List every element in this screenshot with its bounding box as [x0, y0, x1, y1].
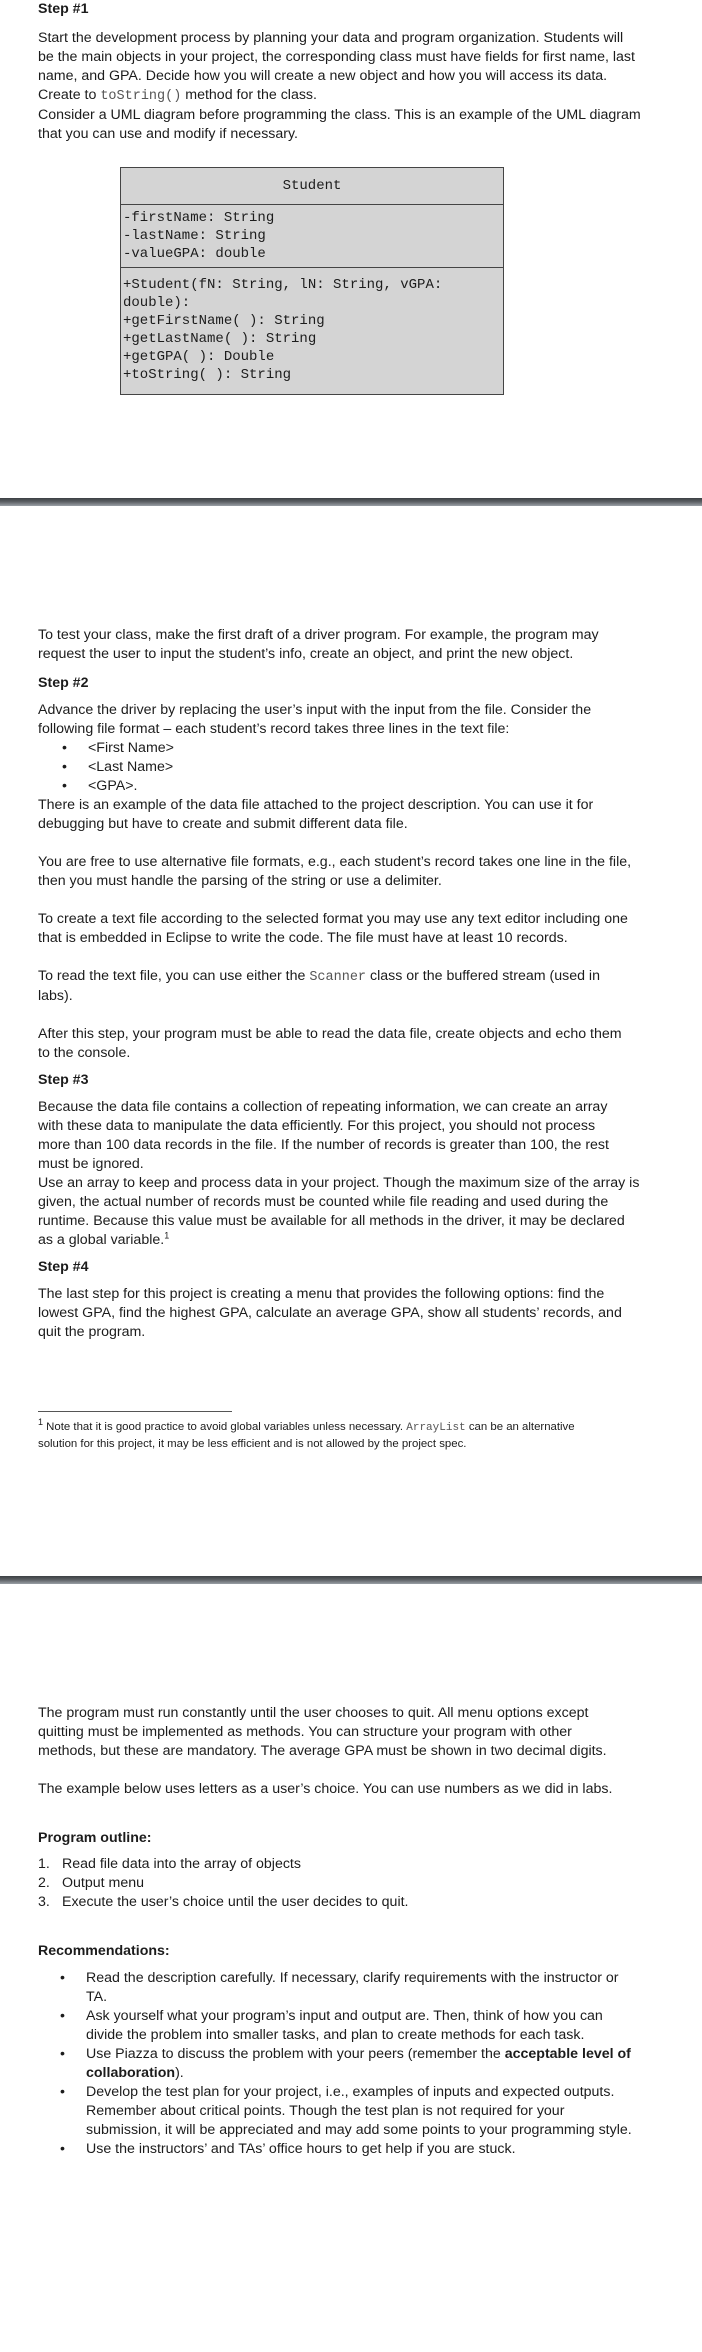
- text-span: Use Piazza to discuss the problem with your peers (remember the: [86, 2046, 505, 2062]
- list-text: Execute the user’s choice until the user decides to quit.: [62, 1894, 409, 1910]
- page-1: [0, 0, 702, 498]
- text-line: There is an example of the data file attached to the project description. You can use it for: [38, 797, 594, 813]
- text-line: lowest GPA, find the highest GPA, calculate an average GPA, show all students’ records, and: [38, 1305, 622, 1321]
- uml-diagram: [120, 167, 504, 395]
- step2-paragraph: [38, 701, 666, 739]
- list-number: 3.: [38, 1894, 50, 1910]
- step2-heading: Step #2: [38, 675, 89, 691]
- step3-paragraph: [38, 1098, 666, 1250]
- uml-field: -valueGPA: double: [123, 246, 266, 262]
- text-line: labs).: [38, 988, 73, 1004]
- text-line: divide the problem into smaller tasks, and plan to create methods for each task.: [86, 2027, 585, 2043]
- step1-heading: Step #1: [38, 1, 89, 17]
- text-span: can be an alternative: [465, 1421, 575, 1433]
- text-line: quitting must be implemented as methods. You can structure your program with other: [38, 1724, 572, 1740]
- uml-method: +getGPA( ): Double: [123, 349, 275, 365]
- create-file-paragraph: [38, 910, 666, 948]
- outline-heading: Program outline:: [38, 1830, 152, 1846]
- program-outline-list: [38, 1855, 666, 1912]
- text-line: that you can use and modify if necessary.: [38, 126, 298, 142]
- text-line: methods, but these are mandatory. The average GPA must be shown in two decimal digits.: [38, 1743, 607, 1759]
- text-line: Remember about critical points. Though the test plan is not required for your: [86, 2103, 565, 2119]
- inline-code: Scanner: [309, 970, 367, 985]
- after-step-paragraph: [38, 1025, 666, 1063]
- text-line: The last step for this project is creating a menu that provides the following options: find the: [38, 1286, 605, 1302]
- intro-paragraph: [38, 626, 666, 664]
- text-line: Ask yourself what your program’s input and output are. Then, think of how you can: [86, 2008, 603, 2024]
- text-span: class or the buffered stream (used in: [366, 968, 600, 984]
- list-text: Read file data into the array of objects: [62, 1856, 301, 1872]
- bold-text: collaboration: [86, 2065, 176, 2081]
- list-item: [38, 1969, 666, 2007]
- page-3: [0, 1584, 702, 2352]
- text-line: To create a text file according to the selected format you may use any text editor including one: [38, 911, 628, 927]
- page-separator: [0, 1576, 702, 1584]
- text-line: given, the actual number of records must be counted while file reading and used during the: [38, 1194, 609, 1210]
- alt-format-paragraph: [38, 853, 666, 891]
- uml-method: +toString( ): String: [123, 367, 292, 383]
- text-line: be the main objects in your project, the corresponding class must have fields for first name, last: [38, 49, 635, 65]
- run-paragraph: [38, 1704, 666, 1761]
- list-number: 2.: [38, 1875, 50, 1891]
- list-item: [38, 2045, 666, 2083]
- text-line: After this step, your program must be able to read the data file, create objects and echo them: [38, 1026, 622, 1042]
- text-span: Note that it is good practice to avoid global variables unless necessary.: [43, 1421, 407, 1433]
- step1-section: [38, 0, 666, 144]
- text-line: following file format – each student’s record takes three lines in the text file:: [38, 721, 510, 737]
- list-item: • <GPA>.: [56, 777, 666, 796]
- page-separator: [0, 498, 702, 506]
- text-line: Because the data file contains a collection of repeating information, we can create an array: [38, 1099, 608, 1115]
- text-span: Create to: [38, 87, 101, 103]
- list-item: [38, 1874, 666, 1893]
- footnote-reference[interactable]: 1: [164, 1230, 170, 1241]
- text-line: The program must run constantly until the user chooses to quit. All menu options except: [38, 1705, 589, 1721]
- list-item: • Use the instructors’ and TAs’ office hours to get help if you are stuck.: [38, 2140, 666, 2159]
- page2-content: [38, 626, 666, 1342]
- uml-field: -lastName: String: [123, 228, 266, 244]
- uml-method: +Student(fN: String, lN: String, vGPA: double):: [123, 277, 443, 311]
- text-line: name, and GPA. Decide how you will create a new object and how you will access its data.: [38, 68, 608, 84]
- uml-field: -firstName: String: [123, 210, 275, 226]
- text-line: Advance the driver by replacing the user’s input with the input from the file. Consider the: [38, 702, 592, 718]
- list-item: [38, 2083, 666, 2140]
- list-item: • <Last Name>: [56, 758, 666, 777]
- text-line: Use an array to keep and process data in your project. Though the maximum size of the array is: [38, 1175, 640, 1191]
- text-line: Start the development process by planning your data and program organization. Students will: [38, 30, 624, 46]
- inline-code: toString(): [100, 89, 182, 104]
- list-item: • <First Name>: [56, 739, 666, 758]
- text-line: Consider a UML diagram before programming the class. This is an example of the UML diagram: [38, 107, 641, 123]
- text-line: Develop the test plan for your project, i.e., examples of inputs and expected outputs.: [86, 2084, 615, 2100]
- uml-method: +getLastName( ): String: [123, 331, 317, 347]
- footnote: [38, 1419, 666, 1452]
- uml-methods: [121, 267, 503, 394]
- step1-para1: [38, 29, 666, 144]
- page3-content: [38, 1704, 666, 2159]
- text-line: To test your class, make the first draft of a driver program. For example, the program may: [38, 627, 599, 643]
- text-line: that is embedded in Eclipse to write the code. The file must have at least 10 records.: [38, 930, 568, 946]
- text-line: submission, it will be appreciated and may add some points to your programming style.: [86, 2122, 632, 2138]
- recommendations-heading: Recommendations:: [38, 1943, 170, 1959]
- text-span: as a global variable.: [38, 1232, 165, 1248]
- page-2: [0, 506, 702, 1576]
- text-line: debugging but have to create and submit different data file.: [38, 816, 408, 832]
- list-item: [38, 1893, 666, 1912]
- text-line: runtime. Because this value must be available for all methods in the driver, it may be declared: [38, 1213, 625, 1229]
- uml-fields: [121, 205, 503, 267]
- text-line: solution for this project, it may be less efficient and is not allowed by the project spec.: [38, 1438, 467, 1450]
- list-number: 1.: [38, 1856, 50, 1872]
- text-line: TA.: [86, 1989, 108, 2005]
- text-line: quit the program.: [38, 1324, 146, 1340]
- text-span: To read the text file, you can use either the: [38, 968, 310, 984]
- text-line: request the user to input the student’s info, create an object, and print the new object.: [38, 646, 574, 662]
- step4-paragraph: [38, 1285, 666, 1342]
- step3-heading: Step #3: [38, 1072, 89, 1088]
- file-format-list: [38, 739, 666, 796]
- read-file-paragraph: [38, 967, 666, 1006]
- uml-class-name: Student: [121, 168, 503, 205]
- text-line: to the console.: [38, 1045, 131, 1061]
- text-line: You are free to use alternative file formats, e.g., each student’s record takes one line in the file,: [38, 854, 632, 870]
- list-item: [38, 1855, 666, 1874]
- text-line: Read the description carefully. If necessary, clarify requirements with the instructor or: [86, 1970, 619, 1986]
- recommendations-list: [38, 1969, 666, 2159]
- text-line: then you must handle the parsing of the string or use a delimiter.: [38, 873, 442, 889]
- footnote-mark: 1: [38, 1417, 44, 1428]
- inline-code: ArrayList: [406, 1422, 466, 1434]
- example-paragraph: [38, 796, 666, 834]
- text-line: more than 100 data records in the file. If the number of records is greater than 100, the rest: [38, 1137, 609, 1153]
- text-line: with these data to manipulate the data efficiently. For this project, you should not process: [38, 1118, 596, 1134]
- uml-method: +getFirstName( ): String: [123, 313, 325, 329]
- text-span: ).: [175, 2065, 184, 2081]
- text-line: must be ignored.: [38, 1156, 144, 1172]
- example-choice-paragraph: The example below uses letters as a user’s choice. You can use numbers as we did in labs.: [38, 1781, 613, 1797]
- list-text: Output menu: [62, 1875, 145, 1891]
- step4-heading: Step #4: [38, 1259, 89, 1275]
- list-item: [38, 2007, 666, 2045]
- bold-text: acceptable level of: [504, 2046, 631, 2062]
- text-span: method for the class.: [181, 87, 317, 103]
- footnote-divider: [38, 1411, 232, 1412]
